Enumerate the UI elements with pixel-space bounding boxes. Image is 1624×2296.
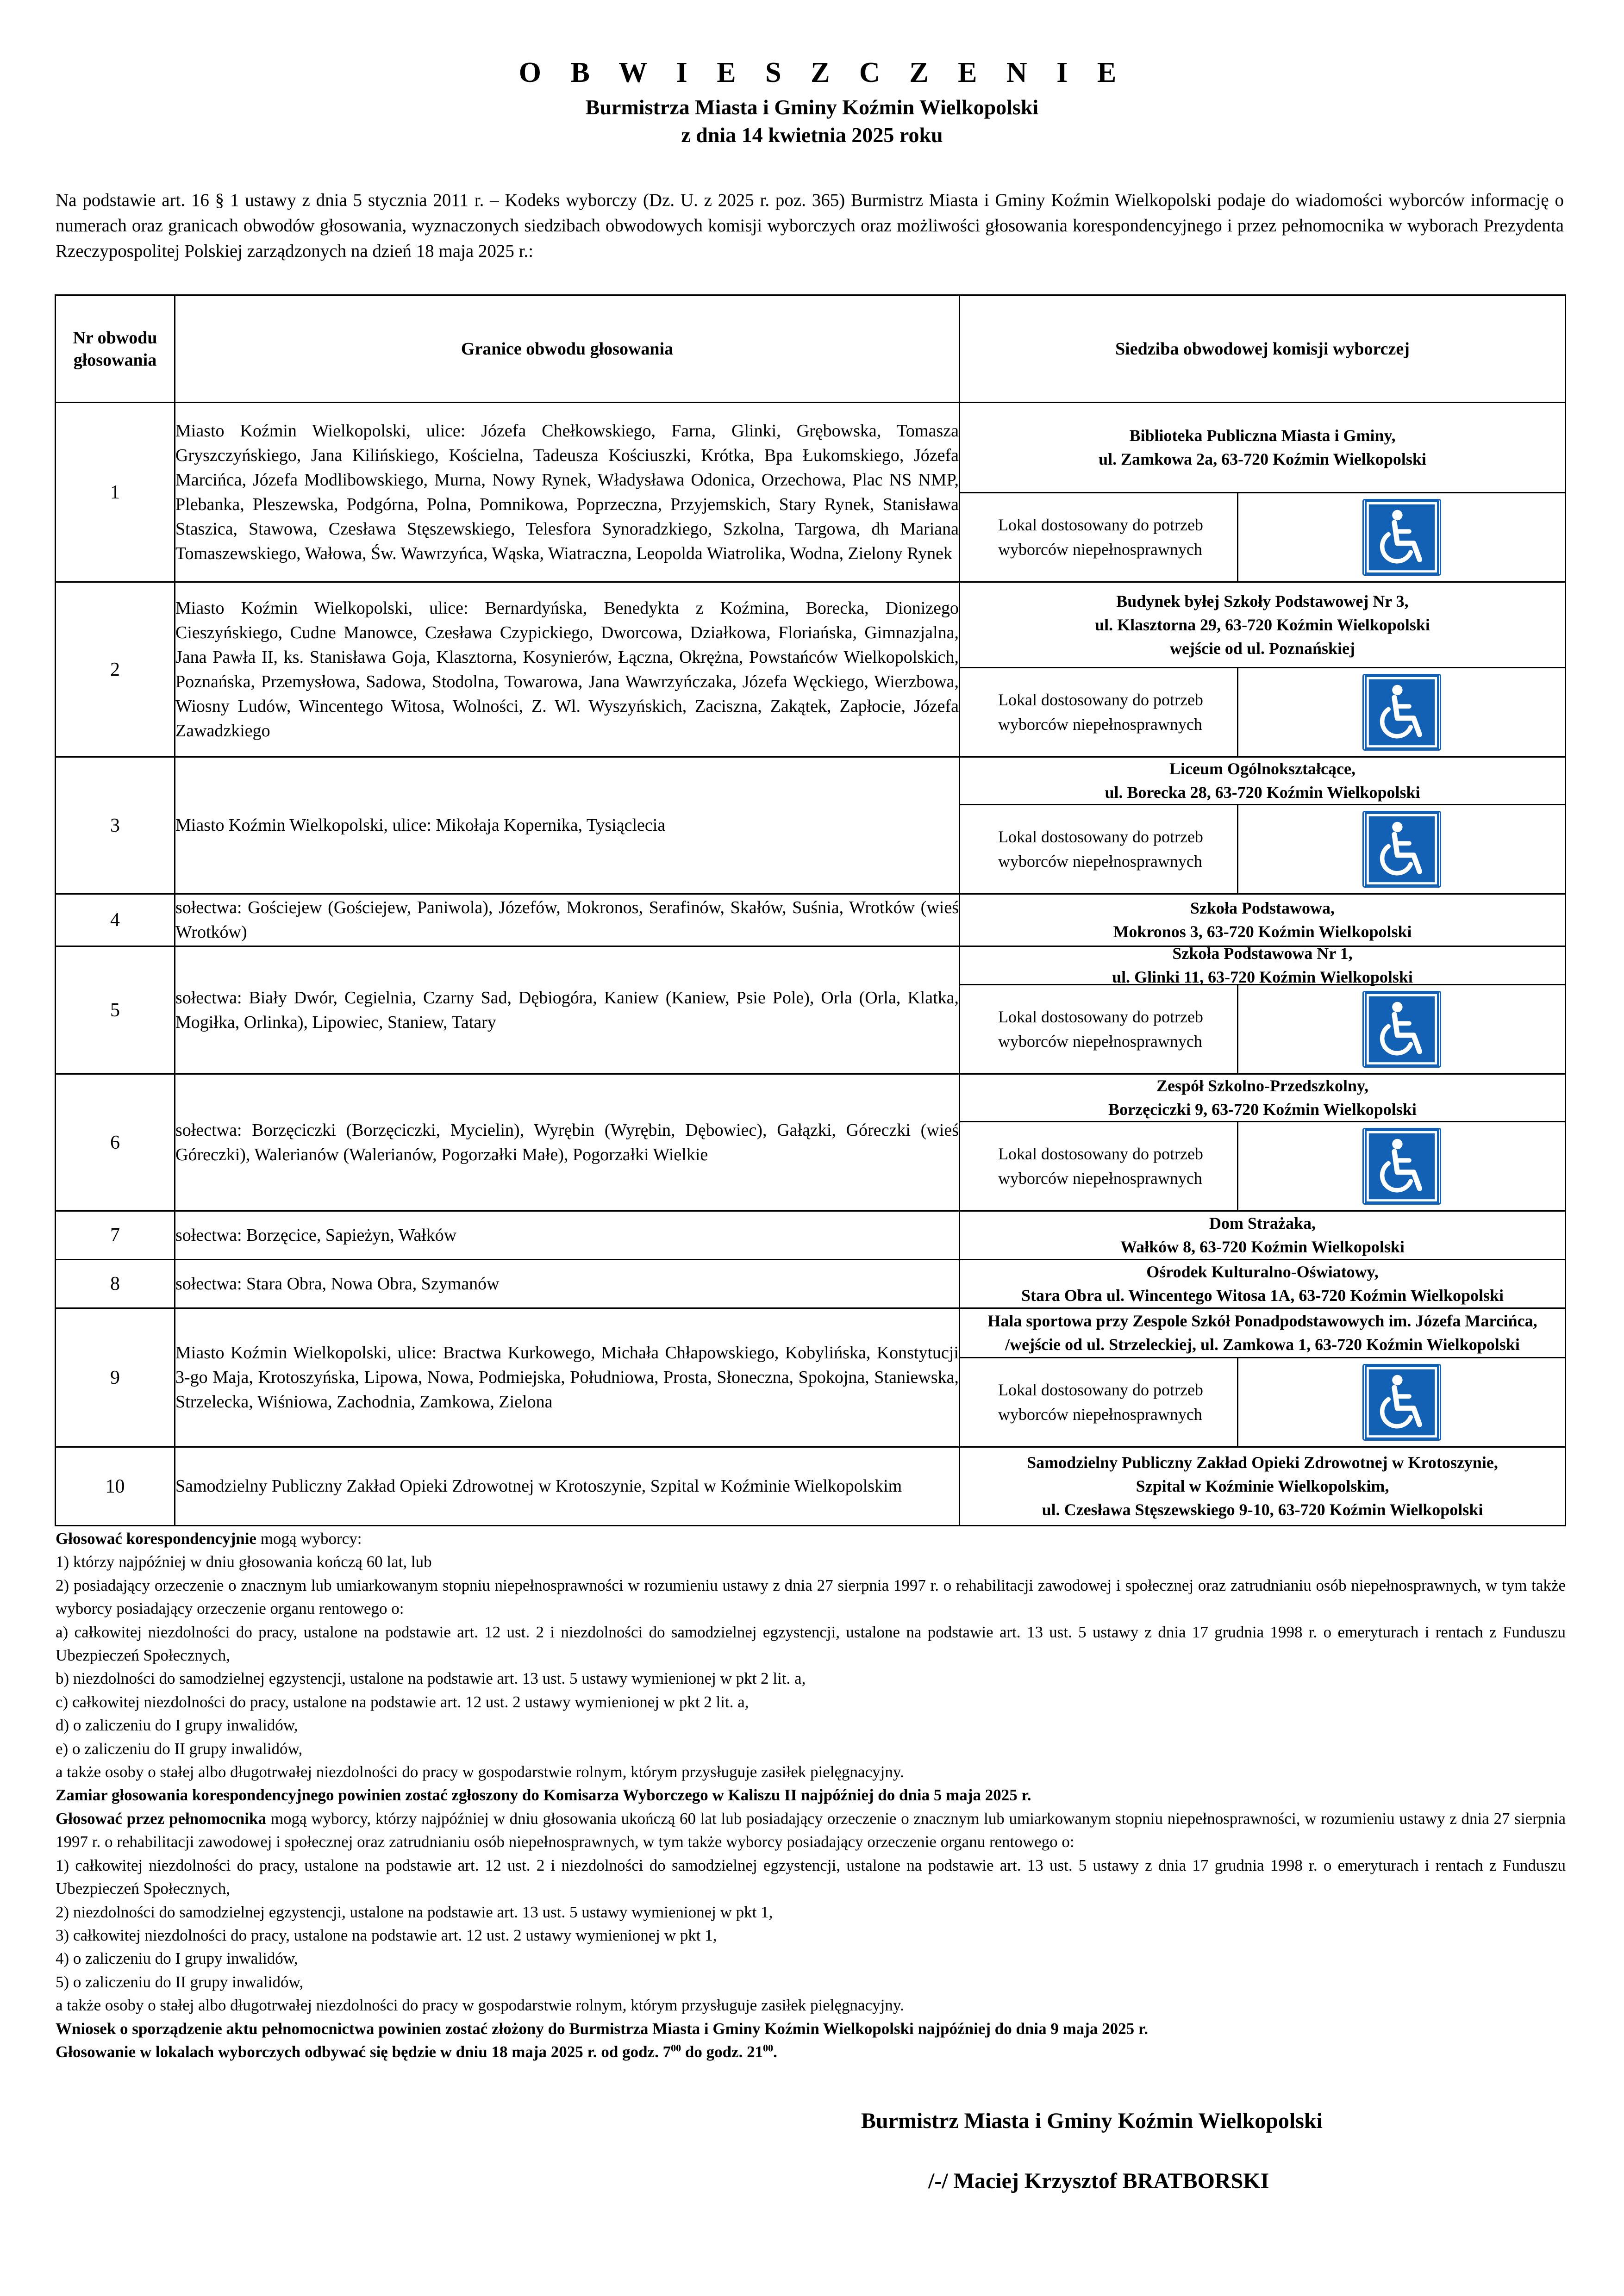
kor-deadline: [56, 1784, 1566, 1807]
list-item: 2) niezdolności do samodzielnej egzystencji, ustalone na podstawie art. 13 ust. 5 ustawy wymienionej w pkt 1,: [56, 1903, 773, 1921]
table-row: [56, 946, 1566, 1074]
accessible-label: Lokal dostosowany do potrzeb wyborców niepełnosprawnych: [960, 1122, 1238, 1210]
hours-sup-end: 00: [763, 2042, 774, 2054]
signature-office: Burmistrz Miasta i Gminy Koźmin Wielkopolski: [861, 2109, 1323, 2133]
signature-name: /-/ Maciej Krzysztof BRATBORSKI: [928, 2169, 1269, 2193]
accessible-icon-cell: [1238, 1358, 1565, 1446]
list-item: a także osoby o stałej albo długotrwałej niezdolności do pracy w gospodarstwie rolnym, którym przysługuje zasiłek pielęgnacyjny.: [56, 1763, 904, 1781]
accessible-icon-cell: [1238, 668, 1565, 756]
seat-line: ul. Czesława Stęszewskiego 9-10, 63-720 Koźmin Wielkopolski: [1042, 1500, 1483, 1519]
seat-line: Liceum Ogólnokształcące,: [1169, 759, 1355, 778]
document-title: O B W I E S Z C Z E N I E: [518, 57, 1128, 88]
accessible-info: [960, 805, 1565, 893]
table-row: [56, 582, 1566, 757]
district-boundaries: Miasto Koźmin Wielkopolski, ulice: Bernardyńska, Benedykta z Koźmina, Borecka, Dionizego Cieszyńskiego, Cudne Manowce, Czesława Czypickiego, Dworcowa, Działkowa, Floriańska, Gimnazjalna, Jana Pawła II, ks. Stanisława Goja, Klasztorna, Kosynierów, Łączna, Okrężna, Powstańców Wielkopolskich, Poznańska, Przemysłowa, Sadowa, Stodolna, Towarowa, Jana Wawrzyńczaka, Józefa Węckiego, Wierzbowa, Wiosny Ludów, Wincentego Witosa, Wolności, Z. Wl. Wyszyńskich, Zaciszna, Zakątek, Zapłocie, Józefa Zawadzkiego: [175, 582, 960, 757]
district-number: 8: [56, 1260, 175, 1308]
table-row: [56, 1074, 1566, 1211]
commission-seat: [960, 1447, 1566, 1526]
accessible-info: [960, 493, 1565, 581]
list-item: 1) którzy najpóźniej w dniu głosowania kończą 60 lat, lub: [56, 1553, 432, 1571]
seat-address: [960, 1309, 1565, 1358]
header-granice: Granice obwodu głosowania: [175, 295, 960, 403]
commission-seat: [960, 1308, 1566, 1447]
accessible-icon-cell: [1238, 805, 1565, 893]
list-item: d) o zaliczeniu do I grupy inwalidów,: [56, 1716, 298, 1735]
header-siedziba: Siedziba obwodowej komisji wyborczej: [960, 295, 1566, 403]
table-row: [56, 757, 1566, 894]
hours-sup-start: 00: [671, 2042, 681, 2054]
accessible-icon-cell: [1238, 493, 1565, 581]
seat-address: [960, 583, 1565, 668]
accessible-info: [960, 1358, 1565, 1446]
pel-bold: Głosować przez pełnomocnika: [56, 1809, 266, 1828]
list-item: 1) całkowitej niezdolności do pracy, ustalone na podstawie art. 12 ust. 2 i niezdolności do samodzielnej egzystencji, ustalone na podstawie art. 13 ust. 5 ustawy z dnia 17 grudnia 1998 r. o emeryturach i rentach z Funduszu Ubezpieczeń Społecznych,: [56, 1856, 1566, 1898]
seat-address: [960, 1075, 1565, 1122]
seat-line: ul. Zamkowa 2a, 63-720 Koźmin Wielkopolski: [1099, 450, 1426, 468]
district-number: 2: [56, 582, 175, 757]
district-number: 7: [56, 1211, 175, 1260]
wheelchair-icon: [1364, 812, 1440, 886]
accessible-icon-cell: [1238, 1122, 1565, 1210]
list-item: a także osoby o stałej albo długotrwałej niezdolności do pracy w gospodarstwie rolnym, którym przysługuje zasiłek pielęgnacyjny.: [56, 1996, 904, 2015]
list-item: 3) całkowitej niezdolności do pracy, ustalone na podstawie art. 12 ust. 2 ustawy wymienionej w pkt 1,: [56, 1926, 717, 1944]
table-row: [56, 894, 1566, 946]
kor-deadline-text: Zamiar głosowania korespondencyjnego powinien zostać zgłoszony do Komisarza Wyborczego w Kaliszu II najpóźniej do dnia 5 maja 2025 r.: [56, 1786, 1031, 1804]
hours-end: .: [773, 2042, 777, 2061]
wheelchair-icon: [1364, 1365, 1440, 1439]
pel-deadline-text: Wniosek o sporządzenie aktu pełnomocnictwa powinien zostać złożony do Burmistrza Miasta i Gminy Koźmin Wielkopolski najpóźniej do dnia 9 maja 2025 r.: [56, 2019, 1149, 2038]
pel-list: [56, 1854, 1566, 2017]
seat-address: [960, 758, 1565, 805]
seat-address: [960, 1451, 1565, 1522]
district-boundaries: sołectwa: Stara Obra, Nowa Obra, Szymanów: [175, 1260, 960, 1308]
district-boundaries: sołectwa: Borzęcice, Sapieżyn, Wałków: [175, 1211, 960, 1260]
districts-table: [55, 294, 1566, 1526]
accessible-label: Lokal dostosowany do potrzeb wyborców niepełnosprawnych: [960, 805, 1238, 893]
accessible-label: Lokal dostosowany do potrzeb wyborców niepełnosprawnych: [960, 493, 1238, 581]
header-nr: Nr obwodu głosowania: [56, 295, 175, 403]
district-boundaries: Miasto Koźmin Wielkopolski, ulice: Mikołaja Kopernika, Tysiąclecia: [175, 757, 960, 894]
wheelchair-icon: [1364, 500, 1440, 574]
seat-line: Budynek byłej Szkoły Podstawowej Nr 3,: [1116, 591, 1409, 610]
seat-line: Szpital w Koźminie Wielkopolskim,: [1136, 1477, 1389, 1495]
seat-line: Samodzielny Publiczny Zakład Opieki Zdrowotnej w Krotoszynie,: [1027, 1453, 1498, 1472]
intro-paragraph: Na podstawie art. 16 § 1 ustawy z dnia 5 stycznia 2011 r. – Kodeks wyborczy (Dz. U. z 2025 r. poz. 365) Burmistrz Miasta i Gminy Koźmin Wielkopolski podaje do wiadomości wyborców informację o numerach oraz granicach obwodów głosowania, wyznaczonych siedzibach obwodowych komisji wyborczych oraz możliwości głosowania korespondencyjnego i przez pełnomocnika w wyborach Prezydenta Rzeczypospolitej Polskiej zarządzonych na dzień 18 maja 2025 r.:: [56, 190, 1564, 261]
hours-text: Głosowanie w lokalach wyborczych odbywać się będzie w dniu 18 maja 2025 r. od godz. 7: [56, 2042, 671, 2061]
kor-bold: Głosować korespondencyjnie: [56, 1530, 256, 1548]
district-boundaries: sołectwa: Biały Dwór, Cegielnia, Czarny Sad, Dębiogóra, Kaniew (Kaniew, Psie Pole), Orla (Orla, Klatka, Mogiłka, Orlinka), Lipowiec, Staniew, Tatary: [175, 946, 960, 1074]
seat-line: Szkoła Podstawowa,: [1190, 899, 1335, 917]
list-item: a) całkowitej niezdolności do pracy, ustalone na podstawie art. 12 ust. 2 i niezdolności do samodzielnej egzystencji, ustalone na podstawie art. 13 ust. 5 ustawy z dnia 17 grudnia 1998 r. o emeryturach i rentach z Funduszu Ubezpieczeń Społecznych,: [56, 1623, 1566, 1665]
commission-seat: [960, 1260, 1566, 1308]
commission-seat: [960, 403, 1566, 582]
seat-line: ul. Klasztorna 29, 63-720 Koźmin Wielkopolski: [1095, 615, 1430, 634]
kor-heading: [56, 1527, 1566, 1550]
table-row: [56, 1260, 1566, 1308]
seat-line: Ośrodek Kulturalno-Oświatowy,: [1146, 1263, 1379, 1281]
accessible-label: Lokal dostosowany do potrzeb wyborców niepełnosprawnych: [960, 1358, 1238, 1446]
seat-address: [960, 1260, 1565, 1307]
wheelchair-icon: [1364, 1129, 1440, 1203]
seat-address: [960, 403, 1565, 493]
kor-list: [56, 1550, 1566, 1784]
table-body: [56, 403, 1566, 1526]
pel-rest: mogą wyborcy, którzy najpóźniej w dniu głosowania ukończą 60 lat lub posiadający orzeczenie o znacznym lub umiarkowanym stopniu niepełnosprawności, w rozumieniu ustawy z dnia 27 sierpnia 1997 r. o rehabilitacji zawodowej i społecznej oraz zatrudnianiu osób niepełnosprawnych, w tym także wyborcy posiadający orzeczenie organu rentowego o:: [56, 1809, 1566, 1851]
seat-address: [960, 896, 1565, 944]
district-number: 3: [56, 757, 175, 894]
seat-address: [960, 1212, 1565, 1259]
district-boundaries: Miasto Koźmin Wielkopolski, ulice: Bractwa Kurkowego, Michała Chłapowskiego, Kobylińska, Konstytucji 3-go Maja, Krotoszyńska, Lipowa, Nowa, Podmiejska, Południowa, Prosta, Słoneczna, Spokojna, Staniewska, Strzelecka, Wiśniowa, Zachodnia, Zamkowa, Zielona: [175, 1308, 960, 1447]
document-date: z dnia 14 kwietnia 2025 roku: [681, 123, 943, 147]
wheelchair-icon: [1364, 675, 1440, 749]
accessible-label: Lokal dostosowany do potrzeb wyborców niepełnosprawnych: [960, 668, 1238, 756]
seat-line: Biblioteka Publiczna Miasta i Gminy,: [1129, 426, 1396, 445]
district-boundaries: sołectwa: Gościejew (Gościejew, Paniwola), Józefów, Mokronos, Serafinów, Skałów, Suśnia, Wrotków (wieś Wrotków): [175, 894, 960, 946]
commission-seat: [960, 946, 1566, 1074]
pel-heading: [56, 1807, 1566, 1854]
district-boundaries: sołectwa: Borzęciczki (Borzęciczki, Mycielin), Wyrębin (Wyrębin, Dębowiec), Gałązki, Góreczki (wieś Góreczki), Walerianów (Walerianów, Pogorzałki Małe), Pogorzałki Wielkie: [175, 1074, 960, 1211]
seat-line: Szkoła Podstawowa Nr 1,: [1172, 944, 1353, 963]
hours-mid: do godz. 21: [681, 2042, 763, 2061]
accessible-info: [960, 985, 1565, 1073]
list-item: 2) posiadający orzeczenie o znacznym lub umiarkowanym stopniu niepełnosprawności w rozumieniu ustawy z dnia 27 sierpnia 1997 r. o rehabilitacji zawodowej i społecznej oraz zatrudnianiu osób niepełnosprawnych, w tym także wyborcy posiadający orzeczenie organu rentowego o:: [56, 1576, 1566, 1618]
seat-address: [960, 944, 1565, 986]
district-number: 1: [56, 403, 175, 582]
district-number: 5: [56, 946, 175, 1074]
table-header-row: [56, 295, 1566, 403]
seat-line: Zespół Szkolno-Przedszkolny,: [1156, 1076, 1369, 1095]
seat-line: Hala sportowa przy Zespole Szkół Ponadpodstawowych im. Józefa Marcińca,: [987, 1312, 1537, 1330]
seat-line: Mokronos 3, 63-720 Koźmin Wielkopolski: [1113, 922, 1412, 941]
kor-rest: mogą wyborcy:: [256, 1530, 362, 1548]
seat-line: Borzęciczki 9, 63-720 Koźmin Wielkopolski: [1108, 1100, 1417, 1119]
accessible-info: [960, 1122, 1565, 1210]
seat-line: Stara Obra ul. Wincentego Witosa 1A, 63-720 Koźmin Wielkopolski: [1021, 1286, 1504, 1305]
pel-deadline: [56, 2017, 1566, 2041]
seat-line: Dom Strażaka,: [1209, 1214, 1316, 1232]
notes-section: [56, 1527, 1566, 2064]
wheelchair-icon: [1364, 992, 1440, 1066]
commission-seat: [960, 582, 1566, 757]
accessible-label: Lokal dostosowany do potrzeb wyborców niepełnosprawnych: [960, 985, 1238, 1073]
commission-seat: [960, 757, 1566, 894]
document-subtitle: Burmistrza Miasta i Gminy Koźmin Wielkopolski: [585, 95, 1039, 119]
list-item: 4) o zaliczeniu do I grupy inwalidów,: [56, 1949, 298, 1968]
accessible-info: [960, 668, 1565, 756]
accessible-icon-cell: [1238, 985, 1565, 1073]
table-row: [56, 1211, 1566, 1260]
seat-line: /wejście od ul. Strzeleckiej, ul. Zamkowa 1, 63-720 Koźmin Wielkopolski: [1005, 1335, 1520, 1354]
district-number: 6: [56, 1074, 175, 1211]
district-boundaries: Samodzielny Publiczny Zakład Opieki Zdrowotnej w Krotoszynie, Szpital w Koźminie Wielkopolskim: [175, 1447, 960, 1526]
seat-line: ul. Glinki 11, 63-720 Koźmin Wielkopolski: [1112, 968, 1413, 986]
table-row: [56, 403, 1566, 582]
seat-line: Wałków 8, 63-720 Koźmin Wielkopolski: [1120, 1238, 1405, 1256]
list-item: 5) o zaliczeniu do II grupy inwalidów,: [56, 1972, 304, 1991]
seat-line: wejście od ul. Poznańskiej: [1170, 639, 1355, 658]
commission-seat: [960, 1211, 1566, 1260]
voting-hours: [56, 2041, 1566, 2064]
list-item: e) o zaliczeniu do II grupy inwalidów,: [56, 1739, 303, 1758]
list-item: b) niezdolności do samodzielnej egzystencji, ustalone na podstawie art. 13 ust. 5 ustawy wymienionej w pkt 2 lit. a,: [56, 1669, 806, 1688]
commission-seat: [960, 894, 1566, 946]
table-row: [56, 1308, 1566, 1447]
district-number: 9: [56, 1308, 175, 1447]
district-number: 4: [56, 894, 175, 946]
commission-seat: [960, 1074, 1566, 1211]
list-item: c) całkowitej niezdolności do pracy, ustalone na podstawie art. 12 ust. 2 ustawy wymienionej w pkt 2 lit. a,: [56, 1692, 749, 1711]
seat-line: ul. Borecka 28, 63-720 Koźmin Wielkopolski: [1105, 783, 1420, 802]
district-number: 10: [56, 1447, 175, 1526]
district-boundaries: Miasto Koźmin Wielkopolski, ulice: Józefa Chełkowskiego, Farna, Glinki, Grębowska, Tomasza Gryszczyńskiego, Jana Kilińskiego, Kościelna, Tadeusza Kościuszki, Krótka, Bpa Łukomskiego, Józefa Marcińca, Józefa Modlibowskiego, Murna, Nowy Rynek, Władysława Odonica, Orzechowa, Plac NS NMP, Plebanka, Pleszewska, Podgórna, Polna, Pomnikowa, Poprzeczna, Przyjemskich, Stary Rynek, Stanisława Staszica, Stawowa, Czesława Stęszewskiego, Telesfora Synoradzkiego, Szkolna, Targowa, dh Mariana Tomaszewskiego, Wałowa, Św. Wawrzyńca, Wąska, Wiatraczna, Leopolda Wiatrolika, Wodna, Zielony Rynek: [175, 403, 960, 582]
table-row: [56, 1447, 1566, 1526]
